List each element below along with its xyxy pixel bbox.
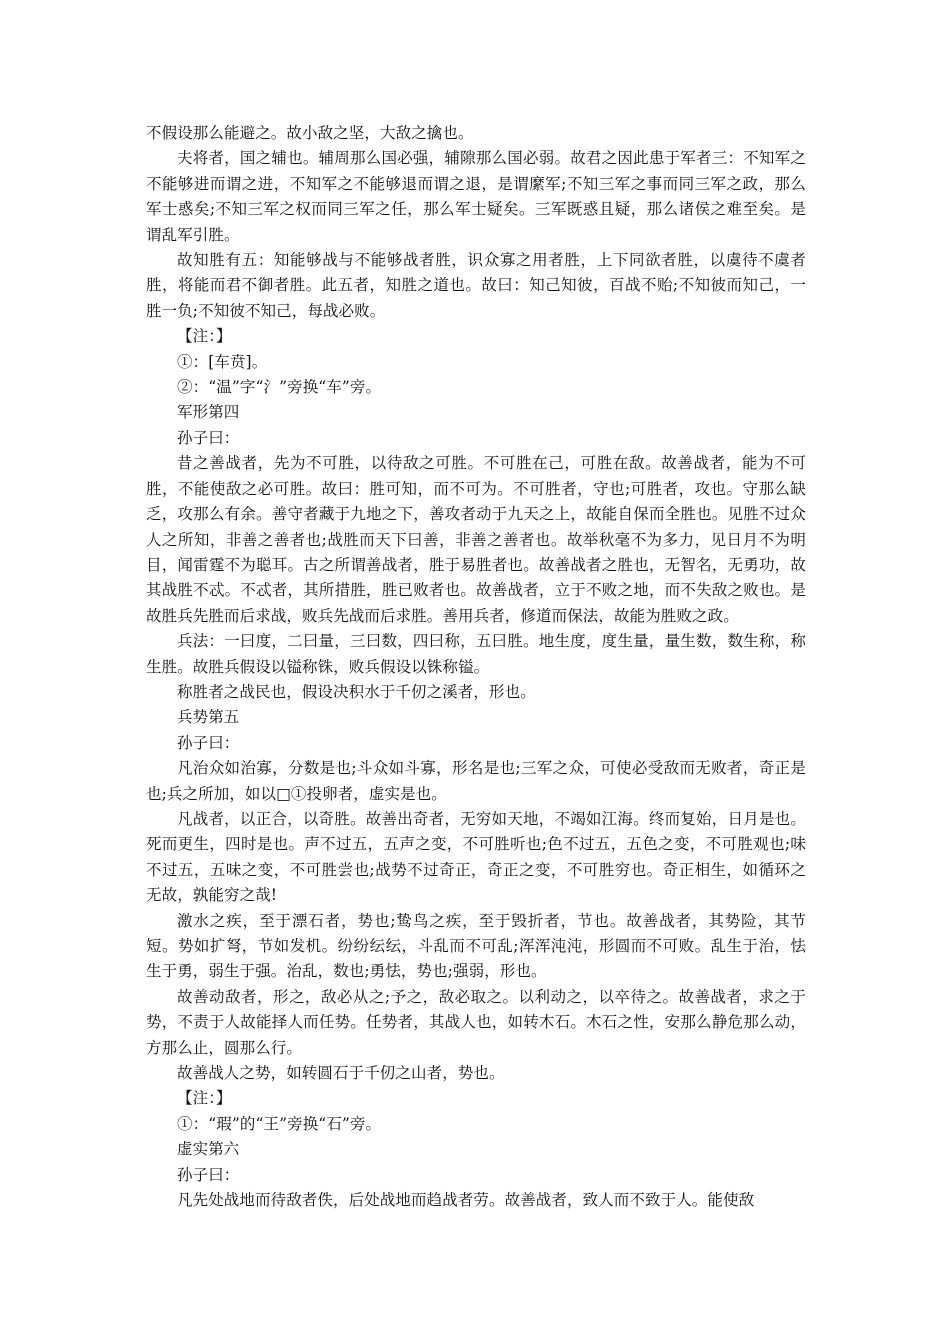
paragraph: 兵法：一曰度，二曰量，三曰数，四曰称，五曰胜。地生度，度生量，量生数，数生称，称生胜。故胜兵假设以镒称铢，败兵假设以铢称镒。 [146, 632, 806, 676]
paragraph: 故善战人之势，如转圆石于千仞之山者，势也。 [177, 1064, 505, 1083]
paragraph: 军形第四 [177, 403, 240, 422]
paragraph: 凡先处战地而待敌者佚，后处战地而趋战者劳。故善战者，致人而不致于人。能使敌 [177, 1191, 755, 1210]
paragraph: 不假设那么能避之。故小敌之坚，大敌之擒也。 [146, 124, 474, 142]
document-body [146, 121, 806, 1213]
paragraph: 兵势第五 [177, 708, 240, 727]
paragraph: 【注：】 [177, 327, 232, 346]
paragraph: 凡战者，以正合，以奇胜。故善出奇者，无穷如天地，不竭如江海。终而复始，日月是也。死而更生，四时是也。声不过五，五声之变，不可胜听也;色不过五，五色之变，不可胜观也;味不过五，五味之变，不可胜尝也;战势不过奇正，奇正之变，不可胜穷也。奇正相生，如循环之无故，孰能穷之哉! [146, 809, 806, 905]
paragraph: 孙子曰： [177, 1165, 240, 1184]
paragraph: ②：“温”字“氵”旁换“车”旁。 [177, 378, 382, 397]
paragraph: 称胜者之战民也，假设决积水于千仞之溪者，形也。 [177, 682, 536, 701]
paragraph: 故知胜有五：知能够战与不能够战者胜，识众寡之用者胜，上下同欲者胜，以虞待不虞者胜，将能而君不御者胜。此五者，知胜之道也。故曰：知己知彼，百战不贻;不知彼而知己，一胜一负;不知彼不知己，每战必败。 [146, 251, 806, 320]
paragraph: 凡治众如治寡，分数是也;斗众如斗寡，形名是也;三军之众，可使必受敌而无败者，奇正是也;兵之所加，如以□①投卵者，虚实是也。 [146, 759, 806, 803]
paragraph: 【注：】 [177, 1089, 232, 1108]
paragraph: 激水之疾，至于漂石者，势也;鸷鸟之疾，至于毁折者，节也。故善战者，其势险，其节短。势如扩弩，节如发机。纷纷纭纭，斗乱而不可乱;浑浑沌沌，形圆而不可败。乱生于治，怯生于勇，弱生于强。治乱，数也;勇怯，势也;强弱，形也。 [146, 911, 806, 981]
paragraph: 夫将者，国之辅也。辅周那么国必强，辅隙那么国必弱。故君之因此患于军者三：不知军之不能够进而谓之进，不知军之不能够退而谓之退，是谓縻军;不知三军之事而同三军之政，那么军士惑矣;不知三军之权而同三军之任，那么军士疑矣。三军既惑且疑，那么诸侯之难至矣。是谓乱军引胜。 [146, 149, 806, 244]
paragraph: ①：[车贲]。 [177, 352, 268, 371]
paragraph: 昔之善战者，先为不可胜，以待敌之可胜。不可胜在己，可胜在敌。故善战者，能为不可胜，不能使敌之必可胜。故曰：胜可知，而不可为。不可胜者，守也;可胜者，攻也。守那么缺乏，攻那么有余。善守者藏于九地之下，善攻者动于九天之上，故能自保而全胜也。见胜不过众人之所知，非善之善者也;战胜而天下曰善，非善之善者也。故举秋毫不为多力，见日月不为明目，闻雷霆不为聪耳。古之所谓善战者，胜于易胜者也。故善战者之胜也，无智名，无勇功，故其战胜不忒。不忒者，其所措胜，胜已败者也。故善战者，立于不败之地，而不失敌之败也。是故胜兵先胜而后求战，败兵先战而后求胜。善用兵者，修道而保法，故能为胜败之政。 [146, 454, 806, 625]
paragraph: 孙子曰： [177, 428, 240, 447]
paragraph: 虚实第六 [177, 1140, 240, 1159]
paragraph: ①：“瑕”的“王”旁换“石”旁。 [177, 1114, 382, 1133]
paragraph: 孙子曰： [177, 733, 240, 752]
paragraph: 故善动敌者，形之，敌必从之;予之，敌必取之。以利动之，以卒待之。故善战者，求之于势，不责于人故能择人而任势。任势者，其战人也，如转木石。木石之性，安那么静危那么动，方那么止，圆那么行。 [146, 987, 806, 1057]
